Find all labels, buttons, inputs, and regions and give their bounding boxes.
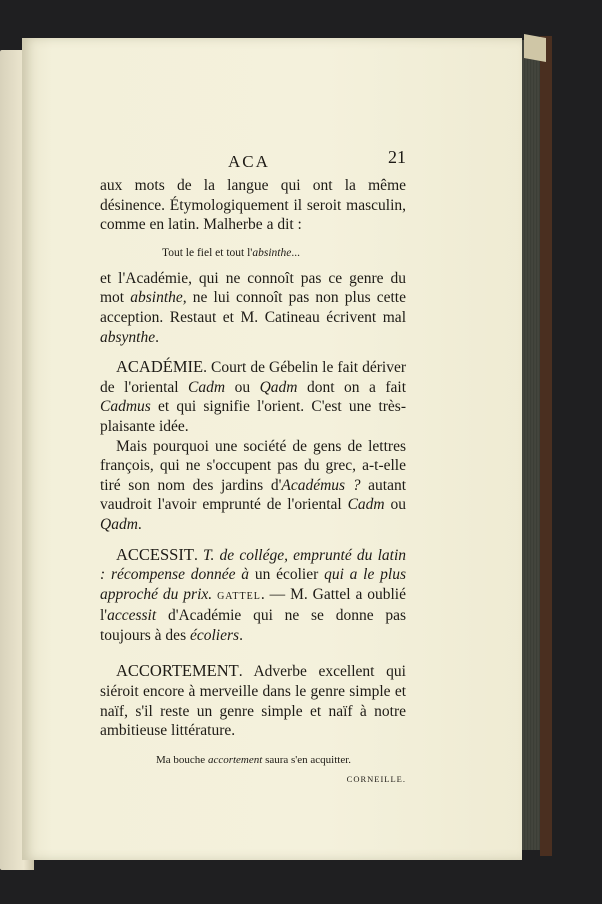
e1b-text-g: .	[137, 515, 142, 533]
page-header	[100, 147, 406, 176]
intro-text: aux mots de la langue qui ont la même désinence. Étymologiquement il seroit masculin, comme en latin. Malherbe a dit :	[100, 177, 406, 234]
e1-text-g: et qui signifie l'orient. C'est une très-plaisante idée.	[100, 398, 406, 435]
p2-text-c: ne lui connoît pas non plus cette acception. Restaut et M. Catineau écrivent mal	[100, 289, 406, 326]
book-cover	[540, 36, 552, 856]
page-number: 21	[388, 147, 406, 167]
e2-text-k: .	[239, 626, 243, 644]
p2-text-a: et l'Académie, qui ne connoît pas ce genre du mot	[100, 269, 406, 307]
verse-text-a: Ma bouche	[156, 753, 208, 766]
page-text	[100, 147, 407, 789]
verse-text-c: saura s'en acquitter.	[262, 753, 352, 766]
entry-headword: ACADÉMIE	[116, 357, 204, 377]
quote-italic: absinthe	[252, 246, 292, 259]
e1-italic-f: Cadmus	[100, 398, 151, 416]
e1b-italic-b: Académus ?	[281, 476, 361, 494]
e2-italic-b: T. de collége, emprunté du latin : récompense donnée à	[100, 546, 406, 584]
entry-headword: ACCESSIT	[116, 544, 194, 564]
quote-text: Tout le fiel et tout l'	[162, 246, 253, 259]
verse-italic-b: accortement	[207, 753, 263, 766]
verse-author: CORNEILLE.	[346, 773, 406, 784]
e1b-italic-d: Cadm	[347, 496, 385, 514]
e1b-text-e: ou	[384, 496, 406, 514]
paragraph-academus	[100, 437, 406, 535]
cover-corner	[524, 34, 546, 62]
e2-text-g: . — M. Gattel a oublié l'	[100, 585, 406, 625]
e3-text-a: . Adverbe excellent qui siéroit encore à merveille dans le genre simple et naïf, s'il reste un genre simple et naïf à notre ambitieuse littérature.	[100, 663, 406, 740]
entry-academie	[100, 357, 406, 436]
e1b-italic-f: Qadm	[100, 515, 138, 533]
paragraph-intro	[100, 176, 406, 235]
e1b-text-a: Mais pourquoi une société de gens de lettres françois, qui ne s'occupent pas du grec, a-t-elle tiré son nom des jardins d'	[100, 437, 406, 494]
e2-italic-j: écoliers	[189, 626, 240, 644]
paragraph-absinthe	[100, 269, 406, 347]
e1-text-c: ou	[225, 378, 260, 396]
e2-italic-d: qui a le plus approché du prix.	[100, 566, 406, 603]
p2-italic-d: absynthe	[100, 328, 156, 346]
e1-italic-b: Cadm	[188, 378, 226, 396]
e2-text-i: d'Académie qui ne se donne pas toujours à des	[100, 607, 406, 644]
e2-text-a: .	[193, 546, 203, 564]
e1-text-a: . Court de Gébelin le fait dériver de l'oriental	[100, 359, 406, 396]
p2-text-e: .	[155, 328, 159, 346]
quote-ellipsis: ...	[291, 246, 300, 259]
verse-quotation	[156, 753, 406, 768]
entry-headword: ACCORTEMENT	[116, 661, 239, 681]
running-head: ACA	[228, 152, 270, 171]
e1-text-e: dont on a fait	[297, 378, 407, 396]
e1b-text-c: autant vaudroit l'avoir emprunté de l'oriental	[100, 476, 407, 514]
quotation	[162, 245, 406, 261]
e2-italic-h: accessit	[107, 607, 157, 625]
entry-accessit	[100, 545, 406, 646]
e2-smallcaps-f: GATTEL	[217, 590, 261, 602]
e2-text-c: un écolier	[249, 566, 325, 584]
entry-accortement	[100, 661, 406, 740]
p2-italic-b: absinthe,	[130, 289, 187, 307]
e1-italic-d: Qadm	[259, 378, 298, 396]
